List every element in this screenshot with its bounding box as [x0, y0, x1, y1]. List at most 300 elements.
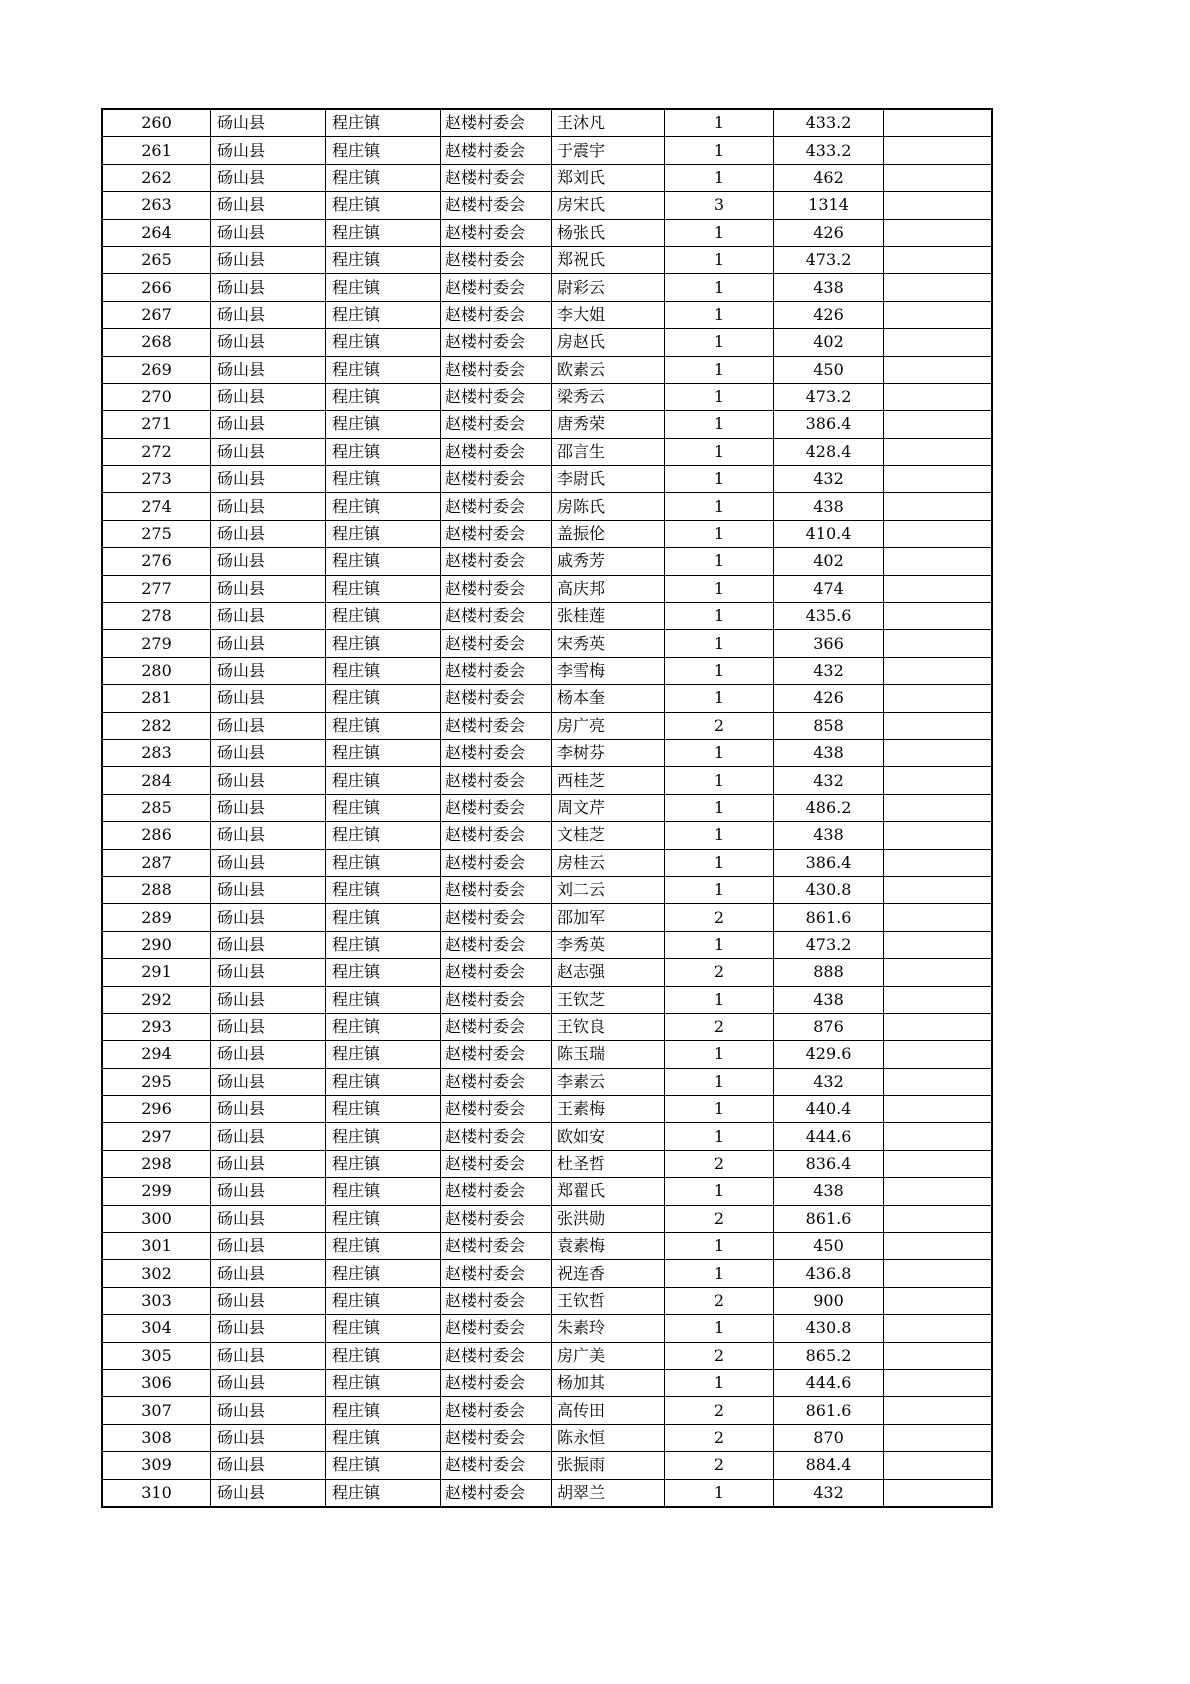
cell-note	[884, 192, 993, 219]
cell-county: 砀山县	[211, 1041, 326, 1068]
cell-village: 赵楼村委会	[441, 1068, 552, 1095]
cell-note	[884, 1205, 993, 1232]
cell-county: 砀山县	[211, 822, 326, 849]
cell-name: 刘二云	[552, 876, 665, 903]
cell-note	[884, 739, 993, 766]
cell-county: 砀山县	[211, 1096, 326, 1123]
table-row	[102, 1397, 992, 1424]
cell-count: 1	[665, 383, 774, 410]
cell-town: 程庄镇	[326, 356, 441, 383]
cell-note	[884, 301, 993, 328]
cell-amount: 432	[774, 657, 884, 684]
cell-county: 砀山县	[211, 876, 326, 903]
cell-note	[884, 411, 993, 438]
cell-count: 2	[665, 959, 774, 986]
table-row	[102, 356, 992, 383]
cell-number: 288	[102, 876, 211, 903]
table-row	[102, 1041, 992, 1068]
cell-name: 高传田	[552, 1397, 665, 1424]
cell-county: 砀山县	[211, 493, 326, 520]
cell-amount: 438	[774, 739, 884, 766]
cell-amount: 836.4	[774, 1150, 884, 1177]
cell-village: 赵楼村委会	[441, 493, 552, 520]
cell-count: 1	[665, 1479, 774, 1507]
table-row	[102, 767, 992, 794]
cell-amount: 430.8	[774, 1315, 884, 1342]
cell-note	[884, 849, 993, 876]
cell-amount: 438	[774, 274, 884, 301]
cell-note	[884, 1424, 993, 1451]
cell-name: 张洪勋	[552, 1205, 665, 1232]
cell-amount: 438	[774, 986, 884, 1013]
cell-note	[884, 685, 993, 712]
cell-county: 砀山县	[211, 1452, 326, 1479]
cell-amount: 473.2	[774, 931, 884, 958]
cell-count: 1	[665, 329, 774, 356]
cell-town: 程庄镇	[326, 739, 441, 766]
cell-count: 1	[665, 986, 774, 1013]
cell-number: 287	[102, 849, 211, 876]
cell-note	[884, 109, 993, 137]
cell-count: 1	[665, 1369, 774, 1396]
cell-name: 赵志强	[552, 959, 665, 986]
cell-number: 297	[102, 1123, 211, 1150]
cell-note	[884, 137, 993, 164]
table-row	[102, 1178, 992, 1205]
cell-number: 267	[102, 301, 211, 328]
table-row	[102, 1479, 992, 1507]
cell-amount: 386.4	[774, 849, 884, 876]
cell-note	[884, 959, 993, 986]
cell-county: 砀山县	[211, 1287, 326, 1314]
cell-name: 周文芹	[552, 794, 665, 821]
cell-village: 赵楼村委会	[441, 959, 552, 986]
cell-village: 赵楼村委会	[441, 822, 552, 849]
table-row	[102, 466, 992, 493]
table-row	[102, 301, 992, 328]
cell-town: 程庄镇	[326, 137, 441, 164]
cell-town: 程庄镇	[326, 1342, 441, 1369]
cell-count: 1	[665, 630, 774, 657]
cell-number: 260	[102, 109, 211, 137]
cell-name: 陈永恒	[552, 1424, 665, 1451]
cell-county: 砀山县	[211, 1315, 326, 1342]
table-row	[102, 1123, 992, 1150]
cell-amount: 426	[774, 301, 884, 328]
cell-village: 赵楼村委会	[441, 986, 552, 1013]
cell-village: 赵楼村委会	[441, 1397, 552, 1424]
cell-county: 砀山县	[211, 959, 326, 986]
table-body	[102, 109, 992, 1507]
cell-amount: 433.2	[774, 137, 884, 164]
cell-note	[884, 986, 993, 1013]
cell-number: 269	[102, 356, 211, 383]
cell-village: 赵楼村委会	[441, 931, 552, 958]
cell-number: 292	[102, 986, 211, 1013]
cell-town: 程庄镇	[326, 520, 441, 547]
cell-name: 宋秀英	[552, 630, 665, 657]
cell-note	[884, 1150, 993, 1177]
cell-village: 赵楼村委会	[441, 164, 552, 191]
cell-count: 1	[665, 548, 774, 575]
cell-note	[884, 1068, 993, 1095]
cell-amount: 429.6	[774, 1041, 884, 1068]
cell-amount: 474	[774, 575, 884, 602]
cell-name: 郑翟氏	[552, 1178, 665, 1205]
cell-count: 2	[665, 904, 774, 931]
cell-village: 赵楼村委会	[441, 383, 552, 410]
cell-count: 1	[665, 246, 774, 273]
cell-number: 282	[102, 712, 211, 739]
roster-table	[101, 108, 993, 1508]
cell-name: 陈玉瑞	[552, 1041, 665, 1068]
cell-amount: 386.4	[774, 411, 884, 438]
cell-count: 2	[665, 1150, 774, 1177]
table-row	[102, 630, 992, 657]
cell-town: 程庄镇	[326, 685, 441, 712]
cell-amount: 432	[774, 466, 884, 493]
cell-note	[884, 904, 993, 931]
cell-county: 砀山县	[211, 1150, 326, 1177]
cell-amount: 435.6	[774, 603, 884, 630]
cell-county: 砀山县	[211, 794, 326, 821]
cell-town: 程庄镇	[326, 164, 441, 191]
cell-village: 赵楼村委会	[441, 904, 552, 931]
cell-county: 砀山县	[211, 411, 326, 438]
cell-number: 279	[102, 630, 211, 657]
cell-amount: 865.2	[774, 1342, 884, 1369]
cell-number: 271	[102, 411, 211, 438]
cell-county: 砀山县	[211, 1233, 326, 1260]
cell-count: 1	[665, 603, 774, 630]
cell-county: 砀山县	[211, 657, 326, 684]
cell-village: 赵楼村委会	[441, 603, 552, 630]
cell-number: 289	[102, 904, 211, 931]
cell-name: 李素云	[552, 1068, 665, 1095]
table-row	[102, 959, 992, 986]
cell-town: 程庄镇	[326, 383, 441, 410]
table-row	[102, 931, 992, 958]
cell-note	[884, 356, 993, 383]
cell-count: 1	[665, 1315, 774, 1342]
cell-note	[884, 1123, 993, 1150]
table-row	[102, 329, 992, 356]
cell-amount: 426	[774, 685, 884, 712]
cell-note	[884, 383, 993, 410]
cell-note	[884, 164, 993, 191]
cell-county: 砀山县	[211, 219, 326, 246]
cell-town: 程庄镇	[326, 219, 441, 246]
cell-town: 程庄镇	[326, 575, 441, 602]
table-row	[102, 575, 992, 602]
cell-name: 张振雨	[552, 1452, 665, 1479]
cell-count: 2	[665, 1424, 774, 1451]
table-row	[102, 1013, 992, 1040]
table-row	[102, 794, 992, 821]
table-row	[102, 876, 992, 903]
table-row	[102, 493, 992, 520]
cell-village: 赵楼村委会	[441, 876, 552, 903]
cell-number: 274	[102, 493, 211, 520]
cell-town: 程庄镇	[326, 438, 441, 465]
cell-count: 2	[665, 1342, 774, 1369]
cell-note	[884, 1369, 993, 1396]
cell-amount: 473.2	[774, 383, 884, 410]
cell-note	[884, 822, 993, 849]
table-row	[102, 1150, 992, 1177]
cell-town: 程庄镇	[326, 1315, 441, 1342]
cell-town: 程庄镇	[326, 1479, 441, 1507]
cell-village: 赵楼村委会	[441, 767, 552, 794]
table-row	[102, 1315, 992, 1342]
table-row	[102, 1096, 992, 1123]
cell-number: 293	[102, 1013, 211, 1040]
cell-note	[884, 329, 993, 356]
cell-village: 赵楼村委会	[441, 1260, 552, 1287]
cell-name: 祝连香	[552, 1260, 665, 1287]
cell-town: 程庄镇	[326, 876, 441, 903]
cell-village: 赵楼村委会	[441, 575, 552, 602]
cell-number: 286	[102, 822, 211, 849]
cell-name: 李尉氏	[552, 466, 665, 493]
cell-name: 戚秀芳	[552, 548, 665, 575]
cell-village: 赵楼村委会	[441, 1205, 552, 1232]
cell-note	[884, 657, 993, 684]
cell-amount: 876	[774, 1013, 884, 1040]
cell-town: 程庄镇	[326, 849, 441, 876]
cell-amount: 438	[774, 1178, 884, 1205]
cell-village: 赵楼村委会	[441, 1342, 552, 1369]
cell-number: 296	[102, 1096, 211, 1123]
cell-amount: 1314	[774, 192, 884, 219]
cell-name: 王素梅	[552, 1096, 665, 1123]
table-row	[102, 383, 992, 410]
table-row	[102, 1068, 992, 1095]
table-row	[102, 548, 992, 575]
cell-name: 西桂芝	[552, 767, 665, 794]
cell-village: 赵楼村委会	[441, 1150, 552, 1177]
cell-town: 程庄镇	[326, 712, 441, 739]
cell-county: 砀山县	[211, 1479, 326, 1507]
cell-count: 2	[665, 1452, 774, 1479]
cell-town: 程庄镇	[326, 1397, 441, 1424]
cell-note	[884, 1178, 993, 1205]
cell-amount: 861.6	[774, 904, 884, 931]
cell-amount: 450	[774, 1233, 884, 1260]
table-row	[102, 246, 992, 273]
cell-count: 1	[665, 876, 774, 903]
cell-town: 程庄镇	[326, 1452, 441, 1479]
cell-amount: 430.8	[774, 876, 884, 903]
cell-village: 赵楼村委会	[441, 712, 552, 739]
cell-note	[884, 246, 993, 273]
cell-count: 2	[665, 1013, 774, 1040]
cell-number: 277	[102, 575, 211, 602]
cell-name: 王钦芝	[552, 986, 665, 1013]
cell-village: 赵楼村委会	[441, 739, 552, 766]
cell-count: 1	[665, 356, 774, 383]
cell-town: 程庄镇	[326, 548, 441, 575]
cell-village: 赵楼村委会	[441, 329, 552, 356]
cell-county: 砀山县	[211, 1342, 326, 1369]
cell-county: 砀山县	[211, 137, 326, 164]
cell-amount: 444.6	[774, 1123, 884, 1150]
cell-town: 程庄镇	[326, 794, 441, 821]
cell-name: 胡翠兰	[552, 1479, 665, 1507]
cell-amount: 438	[774, 493, 884, 520]
cell-county: 砀山县	[211, 356, 326, 383]
cell-name: 王沐凡	[552, 109, 665, 137]
cell-number: 273	[102, 466, 211, 493]
cell-amount: 486.2	[774, 794, 884, 821]
cell-note	[884, 1041, 993, 1068]
cell-village: 赵楼村委会	[441, 246, 552, 273]
cell-amount: 870	[774, 1424, 884, 1451]
cell-amount: 884.4	[774, 1452, 884, 1479]
cell-name: 邵加军	[552, 904, 665, 931]
cell-county: 砀山县	[211, 246, 326, 273]
cell-name: 李秀英	[552, 931, 665, 958]
cell-town: 程庄镇	[326, 1150, 441, 1177]
table-row	[102, 1287, 992, 1314]
cell-count: 1	[665, 1178, 774, 1205]
cell-county: 砀山县	[211, 109, 326, 137]
cell-town: 程庄镇	[326, 1068, 441, 1095]
table-row	[102, 1342, 992, 1369]
cell-county: 砀山县	[211, 1369, 326, 1396]
cell-village: 赵楼村委会	[441, 794, 552, 821]
cell-town: 程庄镇	[326, 986, 441, 1013]
cell-town: 程庄镇	[326, 1424, 441, 1451]
cell-village: 赵楼村委会	[441, 1369, 552, 1396]
cell-town: 程庄镇	[326, 301, 441, 328]
cell-count: 1	[665, 739, 774, 766]
cell-note	[884, 1260, 993, 1287]
cell-note	[884, 219, 993, 246]
cell-town: 程庄镇	[326, 1369, 441, 1396]
cell-name: 唐秀荣	[552, 411, 665, 438]
cell-number: 305	[102, 1342, 211, 1369]
cell-number: 295	[102, 1068, 211, 1095]
cell-amount: 428.4	[774, 438, 884, 465]
cell-county: 砀山县	[211, 739, 326, 766]
cell-count: 1	[665, 1041, 774, 1068]
table-row	[102, 1424, 992, 1451]
cell-amount: 366	[774, 630, 884, 657]
cell-count: 3	[665, 192, 774, 219]
cell-count: 1	[665, 109, 774, 137]
cell-county: 砀山县	[211, 466, 326, 493]
cell-county: 砀山县	[211, 931, 326, 958]
cell-name: 房赵氏	[552, 329, 665, 356]
cell-name: 朱素玲	[552, 1315, 665, 1342]
cell-name: 杨张氏	[552, 219, 665, 246]
cell-number: 290	[102, 931, 211, 958]
cell-county: 砀山县	[211, 767, 326, 794]
cell-amount: 444.6	[774, 1369, 884, 1396]
cell-village: 赵楼村委会	[441, 1479, 552, 1507]
cell-number: 276	[102, 548, 211, 575]
cell-number: 261	[102, 137, 211, 164]
cell-number: 304	[102, 1315, 211, 1342]
table-row	[102, 849, 992, 876]
cell-number: 303	[102, 1287, 211, 1314]
cell-count: 1	[665, 822, 774, 849]
cell-town: 程庄镇	[326, 109, 441, 137]
table-row	[102, 438, 992, 465]
cell-count: 2	[665, 1205, 774, 1232]
cell-amount: 402	[774, 548, 884, 575]
cell-count: 1	[665, 301, 774, 328]
cell-county: 砀山县	[211, 192, 326, 219]
cell-amount: 402	[774, 329, 884, 356]
cell-count: 1	[665, 274, 774, 301]
cell-name: 郑祝氏	[552, 246, 665, 273]
table-row	[102, 739, 992, 766]
cell-county: 砀山县	[211, 1424, 326, 1451]
cell-village: 赵楼村委会	[441, 109, 552, 137]
cell-county: 砀山县	[211, 438, 326, 465]
cell-name: 张桂莲	[552, 603, 665, 630]
cell-county: 砀山县	[211, 164, 326, 191]
cell-town: 程庄镇	[326, 1041, 441, 1068]
cell-county: 砀山县	[211, 1397, 326, 1424]
cell-note	[884, 1287, 993, 1314]
cell-note	[884, 1452, 993, 1479]
table-row	[102, 1369, 992, 1396]
cell-amount: 473.2	[774, 246, 884, 273]
cell-town: 程庄镇	[326, 630, 441, 657]
cell-name: 袁素梅	[552, 1233, 665, 1260]
cell-name: 李大姐	[552, 301, 665, 328]
cell-town: 程庄镇	[326, 329, 441, 356]
table-row	[102, 1260, 992, 1287]
cell-name: 王钦哲	[552, 1287, 665, 1314]
table-row	[102, 822, 992, 849]
cell-village: 赵楼村委会	[441, 1013, 552, 1040]
table-row	[102, 1205, 992, 1232]
table-row	[102, 904, 992, 931]
cell-county: 砀山县	[211, 1068, 326, 1095]
cell-town: 程庄镇	[326, 959, 441, 986]
cell-village: 赵楼村委会	[441, 301, 552, 328]
table-row	[102, 657, 992, 684]
cell-amount: 861.6	[774, 1397, 884, 1424]
cell-village: 赵楼村委会	[441, 1424, 552, 1451]
table-row	[102, 1233, 992, 1260]
cell-name: 杨本奎	[552, 685, 665, 712]
cell-note	[884, 931, 993, 958]
cell-number: 309	[102, 1452, 211, 1479]
cell-note	[884, 794, 993, 821]
cell-count: 1	[665, 466, 774, 493]
cell-village: 赵楼村委会	[441, 548, 552, 575]
cell-note	[884, 1479, 993, 1507]
cell-village: 赵楼村委会	[441, 1287, 552, 1314]
cell-county: 砀山县	[211, 1013, 326, 1040]
cell-number: 307	[102, 1397, 211, 1424]
table-row	[102, 192, 992, 219]
cell-number: 299	[102, 1178, 211, 1205]
cell-village: 赵楼村委会	[441, 1096, 552, 1123]
cell-village: 赵楼村委会	[441, 657, 552, 684]
cell-name: 欧如安	[552, 1123, 665, 1150]
cell-note	[884, 466, 993, 493]
cell-count: 1	[665, 1233, 774, 1260]
cell-count: 1	[665, 931, 774, 958]
cell-number: 280	[102, 657, 211, 684]
cell-village: 赵楼村委会	[441, 192, 552, 219]
